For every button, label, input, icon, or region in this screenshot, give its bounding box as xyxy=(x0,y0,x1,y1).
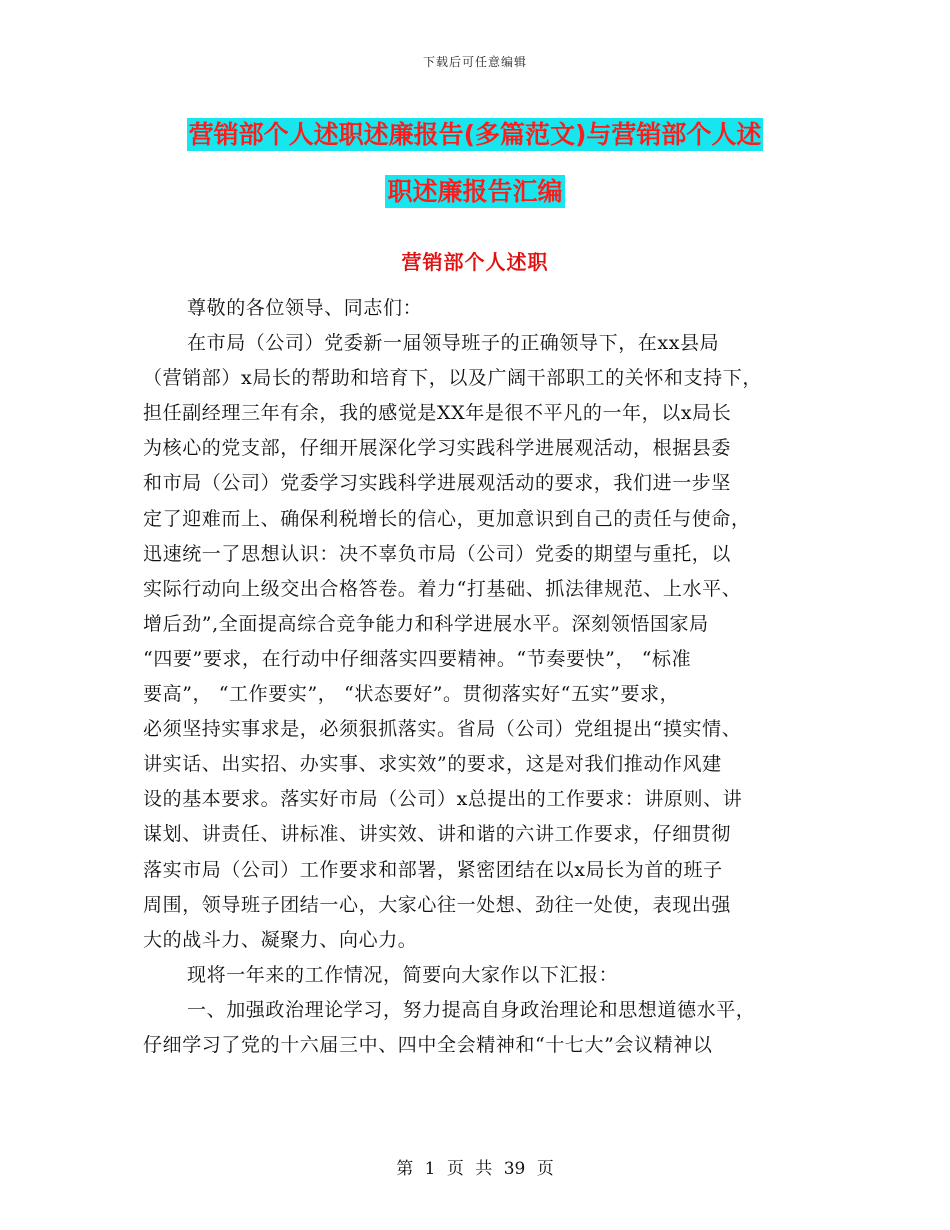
document-title xyxy=(140,106,810,220)
paragraph-line: 谋划、讲责任、讲标准、讲实效、讲和谐的六讲工作要求，仔细贯彻 xyxy=(143,823,732,846)
paragraph-line: 周围，领导班子团结一心，大家心往一处想、劲往一处使，表现出强 xyxy=(143,893,732,916)
paragraph-line: 设的基本要求。落实好市局（公司）x总提出的工作要求：讲原则、讲 xyxy=(143,788,743,811)
paragraph-line: 在市局（公司）党委新一届领导班子的正确领导下，在xx县局 xyxy=(187,332,720,355)
paragraph-line: 讲实话、出实招、办实事、求实效”的要求，这是对我们推动作风建 xyxy=(143,753,722,776)
paragraph-line: 仔细学习了党的十六届三中、四中全会精神和“十七大”会议精神以 xyxy=(143,1033,713,1056)
paragraph-line: 落实市局（公司）工作要求和部署，紧密团结在以x局长为首的班子 xyxy=(143,858,723,881)
paragraph-line: 为核心的党支部，仔细开展深化学习实践科学进展观活动，根据县委 xyxy=(143,437,732,460)
document-title-line-1: 营销部个人述职述廉报告(多篇范文)与营销部个人述 xyxy=(188,120,762,149)
paragraph-line: 实际行动向上级交出合格答卷。着力“打基础、抓法律规范、上水平、 xyxy=(143,577,742,600)
salutation-line: 尊敬的各位领导、同志们： xyxy=(187,297,423,319)
paragraph-line: 迅速统一了思想认识：决不辜负市局（公司）党委的期望与重托，以 xyxy=(143,542,732,565)
section-heading: 营销部个人述职 xyxy=(401,250,549,274)
paragraph-line: 增后劲”,全面提高综合竞争能力和科学进展水平。深刻领悟国家局 xyxy=(143,612,709,635)
paragraph-line: 要高”， “工作要实”， “状态要好”。贯彻落实好“五实”要求， xyxy=(143,683,680,706)
page-footer: 第 1 页 共 39 页 xyxy=(396,1159,554,1179)
paragraph-line: 大的战斗力、凝聚力、向心力。 xyxy=(143,928,418,951)
document-title-line-2: 职述廉报告汇编 xyxy=(387,177,563,206)
body-text xyxy=(143,291,818,1063)
paragraph-line: 一、加强政治理论学习，努力提高自身政治理论和思想道德水平， xyxy=(187,998,756,1021)
paragraph-line: 现将一年来的工作情况，简要向大家作以下汇报： xyxy=(187,963,619,986)
paragraph-line: 定了迎难而上、确保利税增长的信心，更加意识到自己的责任与使命， xyxy=(143,507,751,530)
paragraph-line: 和市局（公司）党委学习实践科学进展观活动的要求，我们进一步坚 xyxy=(143,472,732,495)
header-note: 下载后可任意编辑 xyxy=(422,55,527,69)
paragraph-line: （营销部）x局长的帮助和培育下，以及广阔干部职工的关怀和支持下， xyxy=(143,367,762,390)
paragraph-line: “四要”要求，在行动中仔细落实四要精神。“节奏要快”， “标准 xyxy=(143,647,692,670)
paragraph-line: 必须坚持实事求是，必须狠抓落实。省局（公司）党组提出“摸实情、 xyxy=(143,718,742,741)
paragraph-line: 担任副经理三年有余，我的感觉是XX年是很不平凡的一年，以x局长 xyxy=(143,402,732,425)
